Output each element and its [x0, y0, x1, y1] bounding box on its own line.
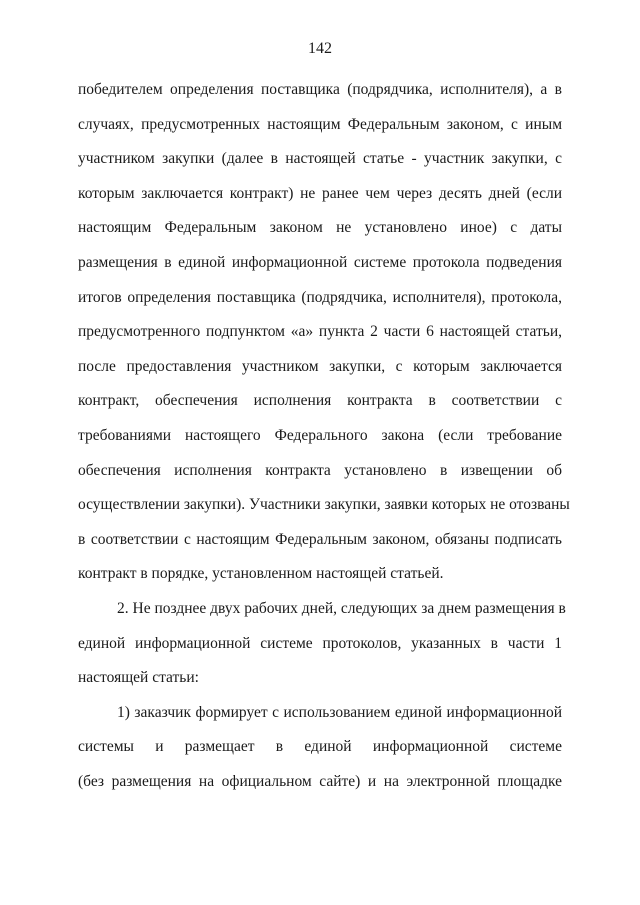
text-line: предусмотренного подпунктом «а» пункта 2 части 6 настоящей статьи, [78, 323, 562, 341]
text-line: контракт в порядке, установленном настоящей статьей. [78, 565, 444, 583]
text-line: единой информационной системе протоколов, указанных в части 1 [78, 634, 562, 652]
text-line: требованиями настоящего Федерального закона (если требование [78, 426, 562, 444]
page-number: 142 [308, 40, 332, 57]
text-line: осуществлении закупки). Участники закупки, заявки которых не отозваны [78, 496, 570, 514]
text-line: случаях, предусмотренных настоящим Федеральным законом, с иным [78, 115, 562, 133]
text-line: в соответствии с настоящим Федеральным законом, обязаны подписать [78, 530, 562, 548]
text-line: победителем определения поставщика (подрядчика, исполнителя), а в [78, 81, 562, 98]
text-line: контракт, обеспечения исполнения контракта в соответствии с [78, 392, 562, 410]
text-line: настоящим Федеральным законом не установлено иное) с даты [78, 219, 562, 237]
text-line: после предоставления участником закупки, с которым заключается [78, 357, 562, 375]
text-line: которым заключается контракт) не ранее чем через десять дней (если [78, 184, 562, 202]
text-line: обеспечения исполнения контракта установлено в извещении об [78, 461, 562, 479]
text-line: системы и размещает в единой информационной системе [78, 738, 562, 756]
text-line: (без размещения на официальном сайте) и на электронной площадке [78, 772, 562, 790]
text-line: 1) заказчик формирует с использованием единой информационной [117, 703, 562, 721]
text-line: размещения в единой информационной системе протокола подведения [78, 253, 562, 271]
body-text [78, 76, 570, 802]
text-line: итогов определения поставщика (подрядчика, исполнителя), протокола, [78, 288, 562, 306]
text-line: участником закупки (далее в настоящей статье - участник закупки, с [78, 150, 562, 168]
text-line: 2. Не позднее двух рабочих дней, следующих за днем размещения в [117, 599, 566, 617]
text-line: настоящей статьи: [78, 669, 199, 687]
